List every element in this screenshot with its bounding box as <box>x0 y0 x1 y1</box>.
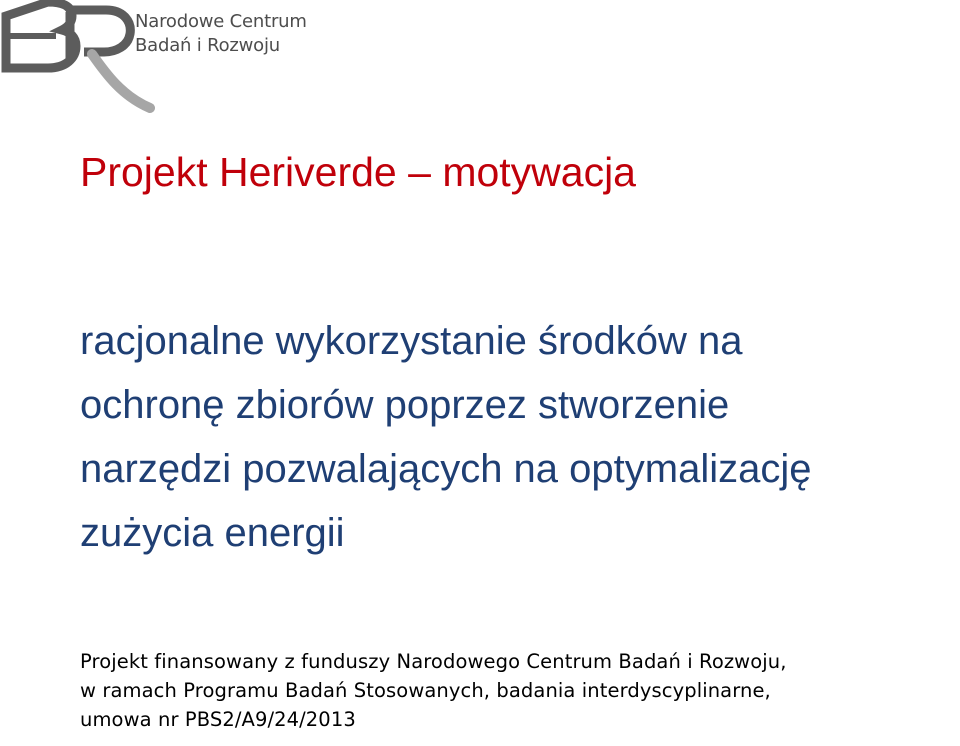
funding-line-3: umowa nr PBS2/A9/24/2013 <box>80 708 356 731</box>
slide-title: Projekt Heriverde – motywacja <box>80 149 636 195</box>
ncbr-logo-name-line2: Badań i Rozwoju <box>135 35 280 56</box>
motivation-line-3: narzędzi pozwalających na optymalizację <box>80 447 812 491</box>
motivation-line-4: zużycia energii <box>80 511 345 555</box>
motivation-text <box>80 309 955 565</box>
ncbr-logo <box>0 0 310 115</box>
ncbr-logo-name <box>135 10 307 58</box>
funding-line-1: Projekt finansowany z funduszy Narodowego Centrum Badań i Rozwoju, <box>80 650 787 673</box>
ncbr-logo-name-line1: Narodowe Centrum <box>135 11 307 32</box>
motivation-line-2: ochronę zbiorów poprzez stworzenie <box>80 383 730 427</box>
motivation-line-1: racjonalne wykorzystanie środków na <box>80 319 743 363</box>
funding-note <box>80 647 960 734</box>
funding-line-2: w ramach Programu Badań Stosowanych, badania interdyscyplinarne, <box>80 679 771 702</box>
